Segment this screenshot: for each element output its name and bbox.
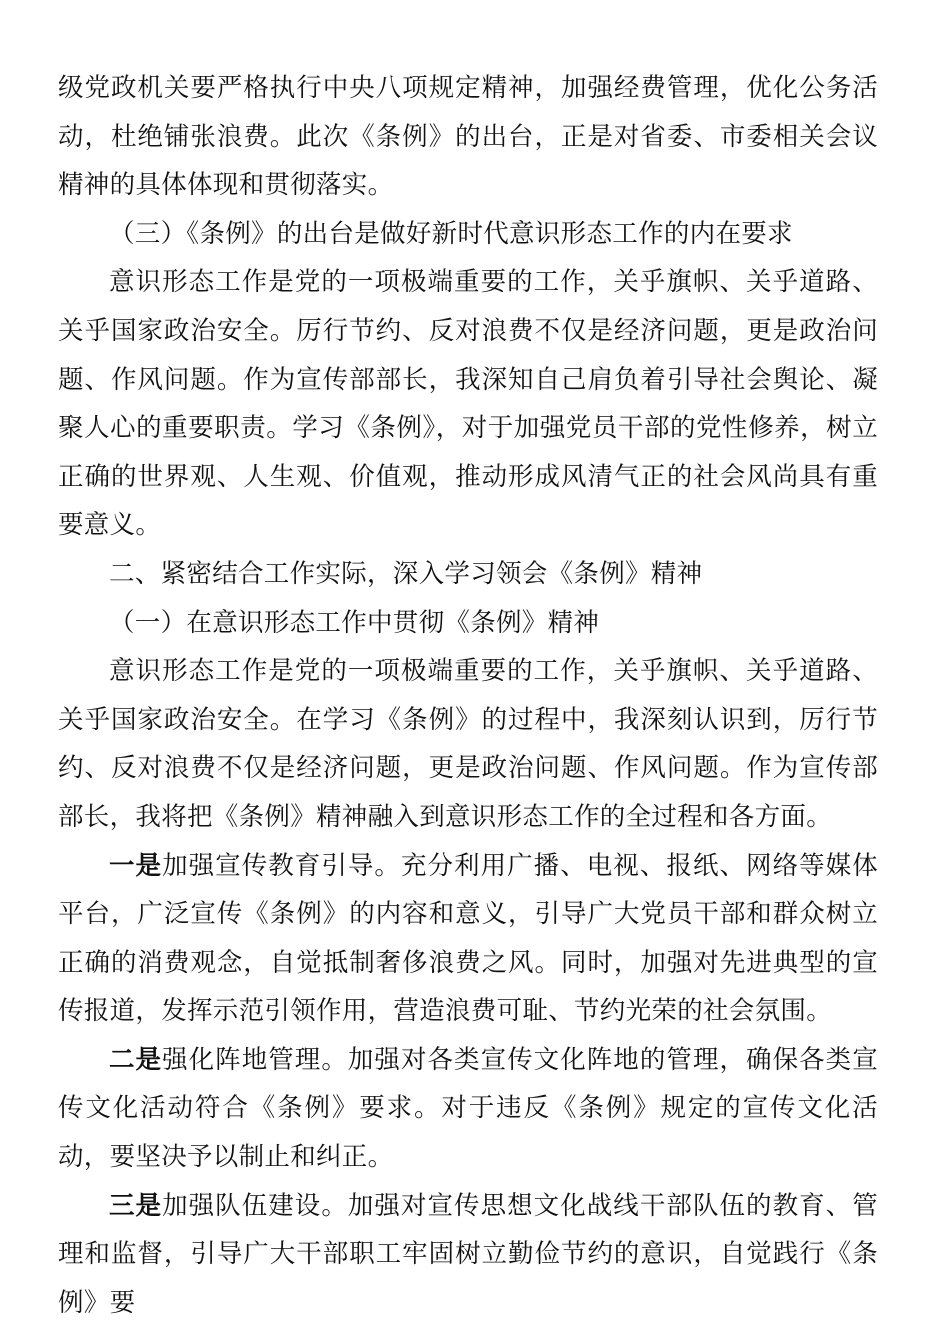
list-item-two — [58, 1036, 878, 1182]
list-item-one-lead: 一是 — [109, 850, 163, 881]
list-item-three-text: 加强队伍建设。加强对宣传思想文化战线干部队伍的教育、管理和监督，引导广大干部职工牢固树立勤俭节约的意识，自觉践行《条例》要 — [58, 1190, 878, 1318]
list-item-three — [58, 1182, 878, 1328]
subheading-three: （三）《条例》的出台是做好新时代意识形态工作的内在要求 — [109, 218, 793, 249]
section-heading-two: 二、紧密结合工作实际，深入学习领会《条例》精神 — [109, 558, 703, 589]
subheading-one: （一）在意识形态工作中贯彻《条例》精神 — [109, 607, 600, 638]
list-item-two-text: 强化阵地管理。加强对各类宣传文化阵地的管理，确保各类宣传文化活动符合《条例》要求。对于违反《条例》规定的宣传文化活动，要坚决予以制止和纠正。 — [58, 1044, 878, 1173]
document-page — [58, 64, 878, 1327]
list-item-two-lead: 二是 — [109, 1044, 163, 1075]
paragraph-ideology-importance: 意识形态工作是党的一项极端重要的工作，关乎旗帜、关乎道路、关乎国家政治安全。厉行节约、反对浪费不仅是经济问题，更是政治问题、作风问题。作为宣传部部长，我深知自己肩负着引导社会舆论、凝聚人心的重要职责。学习《条例》，对于加强党员干部的党性修养，树立正确的世界观、人生观、价值观，推动形成风清气正的社会风尚具有重要意义。 — [58, 267, 878, 541]
list-item-one-text: 加强宣传教育引导。充分利用广播、电视、报纸、网络等媒体平台，广泛宣传《条例》的内容和意义，引导广大党员干部和群众树立正确的消费观念，自觉抵制奢侈浪费之风。同时，加强对先进典型的宣传报道，发挥示范引领作用，营造浪费可耻、节约光荣的社会氛围。 — [58, 850, 878, 1027]
paragraph-ideology-work: 意识形态工作是党的一项极端重要的工作，关乎旗帜、关乎道路、关乎国家政治安全。在学习《条例》的过程中，我深刻认识到，厉行节约、反对浪费不仅是经济问题，更是政治问题、作风问题。作为宣传部部长，我将把《条例》精神融入到意识形态工作的全过程和各方面。 — [58, 656, 878, 832]
list-item-three-lead: 三是 — [109, 1190, 163, 1221]
paragraph-continuation: 级党政机关要严格执行中央八项规定精神，加强经费管理，优化公务活动，杜绝铺张浪费。此次《条例》的出台，正是对省委、市委相关会议精神的具体体现和贯彻落实。 — [58, 73, 878, 201]
list-item-one — [58, 842, 878, 1036]
